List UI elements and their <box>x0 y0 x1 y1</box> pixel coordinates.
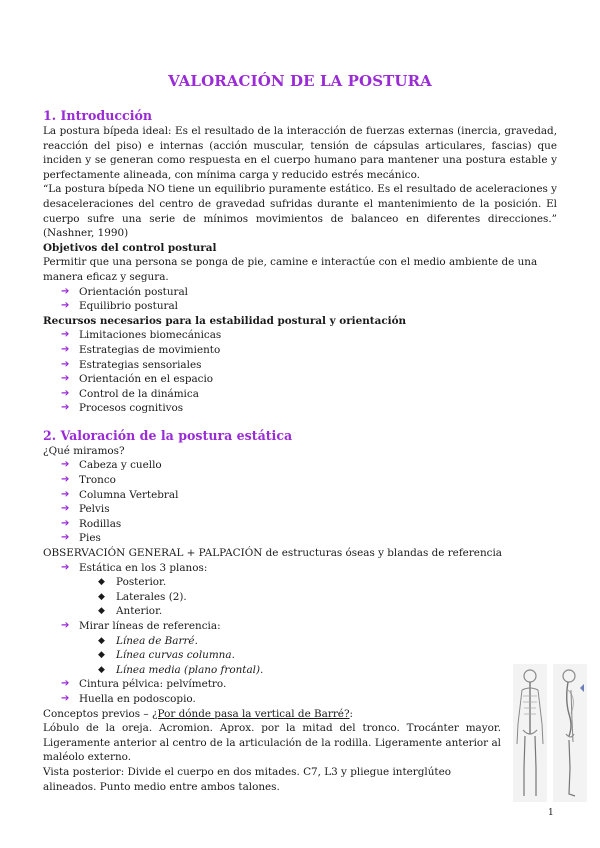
diamond-icon: ◆ <box>98 606 105 617</box>
reference-lines-list <box>43 619 557 634</box>
resources-list <box>43 328 557 416</box>
list-item: ➔ Control de la dinámica <box>61 387 199 400</box>
list-item: ➔ Columna Vertebral <box>61 488 179 501</box>
arrow-right-icon: ➔ <box>61 402 70 414</box>
objectives-title: Objetivos del control postural <box>43 241 217 254</box>
look-list <box>43 458 557 546</box>
arrow-right-icon: ➔ <box>61 285 70 297</box>
planes-list <box>43 575 557 619</box>
list-item: ◆ Línea curvas columna. <box>98 649 235 662</box>
list-item: ➔ Procesos cognitivos <box>61 402 184 415</box>
skeleton-figures <box>513 664 591 804</box>
arrow-right-icon: ➔ <box>61 620 70 631</box>
list-item: ➔ Cintura pélvica: pelvímetro. <box>61 678 227 691</box>
arrow-right-icon: ➔ <box>61 532 70 544</box>
list-item: ➔ Orientación en el espacio <box>61 373 214 386</box>
list-item: ➔ Estática en los 3 planos: <box>61 561 208 574</box>
arrow-right-icon: ➔ <box>61 678 70 690</box>
list-item: ◆ Posterior. <box>98 576 167 589</box>
concepts-line: Conceptos previos – ¿Por dónde pasa la vertical de Barré?: <box>43 707 354 720</box>
arrow-right-icon: ➔ <box>61 300 70 312</box>
list-item: ➔ Pies <box>61 532 101 545</box>
list-item: ➔ Estrategias de movimiento <box>61 343 221 356</box>
lines-list <box>43 634 557 678</box>
arrow-right-icon: ➔ <box>61 459 70 471</box>
skeleton-posterior-image <box>513 664 547 802</box>
list-item: ➔ Tronco <box>61 474 116 487</box>
arrow-right-icon: ➔ <box>61 692 70 704</box>
list-item: ➔ Limitaciones biomecánicas <box>61 329 222 342</box>
list-item: ◆ Línea media (plano frontal). <box>98 663 264 676</box>
barre-vertical-link: ¿Por dónde pasa la vertical de Barré? <box>151 707 350 720</box>
arrow-right-icon: ➔ <box>61 329 70 341</box>
arrow-right-icon: ➔ <box>61 358 70 370</box>
arrow-right-icon: ➔ <box>61 373 70 385</box>
arrow-right-icon: ➔ <box>61 488 70 500</box>
section-1-heading: 1. Introducción <box>43 108 153 123</box>
diamond-icon: ◆ <box>98 591 105 602</box>
objectives-list <box>43 285 557 314</box>
list-item: ➔ Estrategias sensoriales <box>61 358 202 371</box>
arrow-right-icon: ➔ <box>61 503 70 515</box>
diamond-icon: ◆ <box>98 577 105 588</box>
list-item: ◆ Línea de Barré. <box>98 634 198 647</box>
arrow-right-icon: ➔ <box>61 343 70 355</box>
lateral-view-text: Lóbulo de la oreja. Acromion. Aprox. por la mitad del tronco. Trocánter mayor. Ligeramente anterior al centro de la articulación de la rodilla. Ligeramente anterior al maléolo externo. <box>43 722 501 764</box>
nashner-quote: “La postura bípeda NO tiene un equilibrio puramente estático. Es el resultado de aceleraciones y desaceleraciones del centro de gravedad sufridas durante el mantenimiento de la posición. El cuerpo sufre una serie de mínimos movimientos de balanceo en diferentes direcciones.” (Nashner, 1990) <box>43 183 557 240</box>
observation-list <box>43 561 557 576</box>
list-item: ➔ Cabeza y cuello <box>61 459 162 472</box>
document-body <box>43 108 557 794</box>
list-item: ➔ Pelvis <box>61 503 110 516</box>
posterior-view-text: Vista posterior: Divide el cuerpo en dos mitades. C7, L3 y pliegue interglúteo alineados. Punto medio entre ambos talones. <box>43 765 452 793</box>
skeleton-lateral-image <box>553 664 587 802</box>
arrow-right-icon: ➔ <box>61 387 70 399</box>
extra-list <box>43 677 557 706</box>
list-item: ➔ Mirar líneas de referencia: <box>61 620 221 632</box>
list-item: ➔ Orientación postural <box>61 285 189 298</box>
resources-title: Recursos necesarios para la estabilidad postural y orientación <box>43 314 407 327</box>
section-2-heading: 2. Valoración de la postura estática <box>43 427 293 443</box>
list-item: ➔ Huella en podoscopio. <box>61 692 196 705</box>
observation-text: OBSERVACIÓN GENERAL + PALPACIÓN de estructuras óseas y blandas de referencia <box>43 547 502 560</box>
intro-paragraph: La postura bípeda ideal: Es el resultado de la interacción de fuerzas externas (inercia, gravedad, reacción del piso) e internas (acción muscular, tensión de cápsulas articulares, fascias) que inciden y se generan como respuesta en el cuerpo humano para mantener una postura estable y perfectamente alineada, con mínima carga y reducido estrés mecánico. <box>43 125 557 181</box>
arrow-right-icon: ➔ <box>61 474 70 486</box>
diamond-icon: ◆ <box>98 635 105 646</box>
list-item: ➔ Equilibrio postural <box>61 300 178 313</box>
page-number: 1 <box>548 808 554 818</box>
question-text: ¿Qué miramos? <box>43 444 125 457</box>
diamond-icon: ◆ <box>98 664 105 675</box>
diamond-icon: ◆ <box>98 650 105 661</box>
list-item: ◆ Anterior. <box>98 605 163 618</box>
arrow-right-icon: ➔ <box>61 561 70 573</box>
objectives-text: Permitir que una persona se ponga de pie, camine e interactúe con el medio ambiente de una manera eficaz y segura. <box>43 256 538 283</box>
list-item: ➔ Rodillas <box>61 517 122 530</box>
list-item: ◆ Laterales (2). <box>98 590 187 603</box>
arrow-right-icon: ➔ <box>61 517 70 529</box>
document-title: VALORACIÓN DE LA POSTURA <box>168 72 432 90</box>
